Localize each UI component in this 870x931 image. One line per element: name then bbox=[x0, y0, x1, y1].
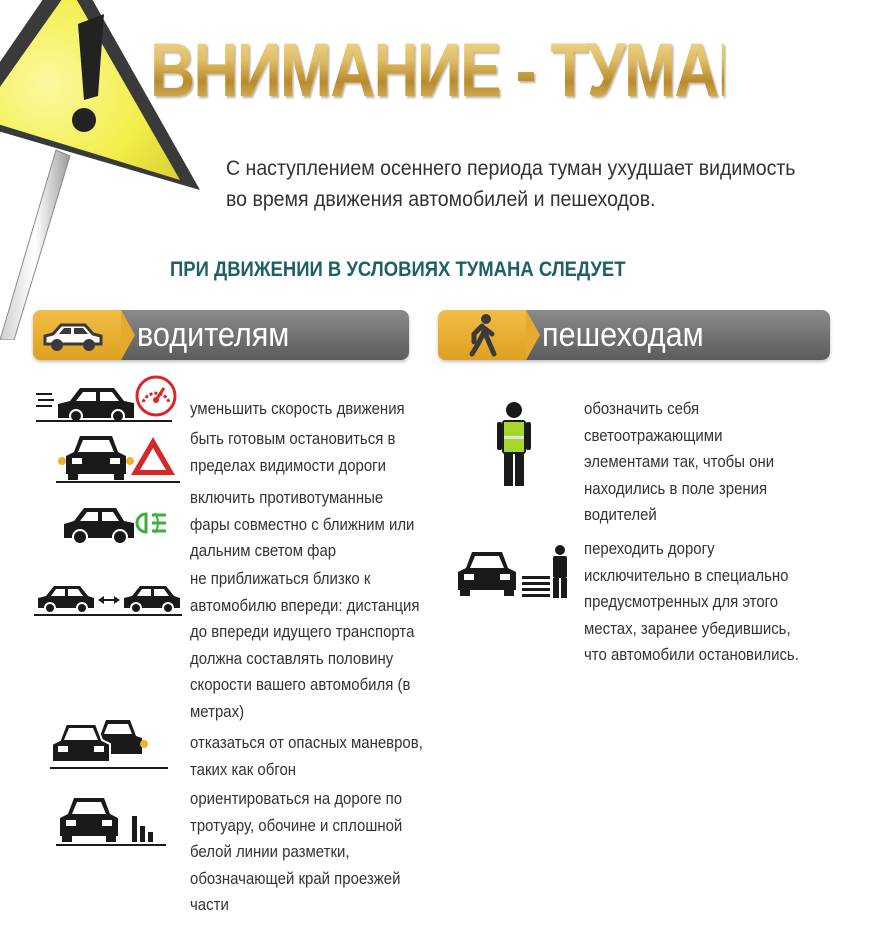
driver-rule-3: включить противотуманные фары совместно с ближним или дальним светом фар bbox=[190, 488, 415, 560]
driver-rule-1: уменьшить скорость движения bbox=[190, 399, 405, 418]
car-distance-icon bbox=[34, 578, 184, 618]
walking-person-icon bbox=[438, 310, 518, 360]
page-title: ВНИМАНИЕ - ТУМАН! bbox=[150, 26, 724, 116]
driver-rule-6: ориентироваться на дороге по тротуару, обочине и сплошной белой линии разметки, обозначающей край проезжей части bbox=[190, 789, 403, 914]
intro-text: С наступлением осеннего периода туман ухудшает видимость во время движения автомобилей и пешеходов. bbox=[226, 157, 796, 211]
driver-rule-5: отказаться от опасных маневров, таких как обгон bbox=[190, 733, 423, 779]
pedestrians-category-header bbox=[438, 310, 830, 360]
overtaking-cars-icon bbox=[50, 714, 170, 770]
reflective-vest-person-icon bbox=[494, 402, 534, 488]
warning-triangle-icon bbox=[128, 434, 178, 478]
car-category-icon-box bbox=[33, 310, 121, 360]
pedestrian-crossing-icon bbox=[456, 544, 576, 600]
car-fog-lights-icon bbox=[60, 500, 180, 546]
pedestrian-rule-1: обозначить себя светоотражающими элементами так, чтобы они находились в поле зрения водителей bbox=[584, 399, 775, 524]
driver-rule-4: не приближаться близко к автомобилю впереди: дистанция до впереди идущего транспорта должна составлять половину скорости вашего автомобиля (в метрах) bbox=[190, 569, 420, 721]
road-edge-marking-icon bbox=[56, 796, 168, 848]
section-heading: ПРИ ДВИЖЕНИИ В УСЛОВИЯХ ТУМАНА СЛЕДУЕТ bbox=[170, 258, 626, 281]
pedestrian-category-icon-box bbox=[438, 310, 526, 360]
pedestrians-label: пешеходам bbox=[542, 316, 704, 354]
drivers-label: водителям bbox=[137, 316, 290, 354]
pedestrian-rule-2: переходить дорогу исключительно в специально предусмотренных для этого местах, заранее убедившись, что автомобили остановились. bbox=[584, 539, 799, 664]
car-icon bbox=[33, 310, 113, 360]
drivers-category-header bbox=[33, 310, 409, 360]
driver-rule-2: быть готовым остановиться в пределах видимости дороги bbox=[190, 429, 396, 475]
speedometer-icon bbox=[134, 374, 178, 418]
